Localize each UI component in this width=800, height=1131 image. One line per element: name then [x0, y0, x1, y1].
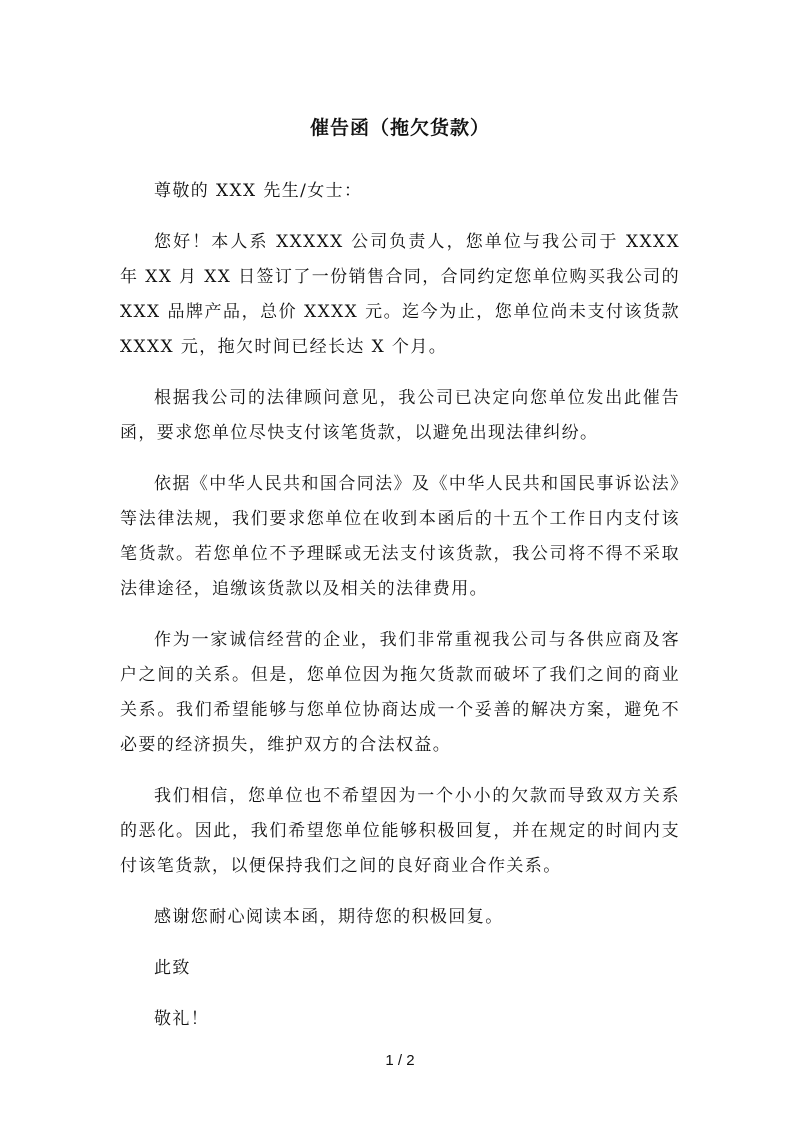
paragraph-legal-basis: 依据《中华人民共和国合同法》及《中华人民共和国民事诉讼法》等法律法规，我们要求您单位在收到本函后的十五个工作日内支付该笔货款。若您单位不予理睬或无法支付该货款，我公司将不得不采取法律途径，追缴该货款以及相关的法律费用。 — [120, 474, 680, 599]
paragraph-business-relations: 作为一家诚信经营的企业，我们非常重视我公司与各供应商及客户之间的关系。但是，您单位因为拖欠货款而破坏了我们之间的商业关系。我们希望能够与您单位协商达成一个妥善的解决方案，避免不必要的经济损失，维护双方的合法权益。 — [120, 630, 680, 755]
paragraph-thanks: 感谢您耐心阅读本函，期待您的积极回复。 — [154, 907, 504, 927]
paragraph-greeting: 您好！本人系 XXXXX 公司负责人，您单位与我公司于 XXXX 年 XX 月 XX 日签订了一份销售合同，合同约定您单位购买我公司的 XXX 品牌产品，总价 XXXX 元。迄今为止，您单位尚未支付该货款 XXXX 元，拖欠时间已经长达 X 个月。 — [120, 232, 680, 357]
paragraph-legal-advice: 根据我公司的法律顾问意见，我公司已决定向您单位发出此催告函，要求您单位尽快支付该笔货款，以避免出现法律纠纷。 — [120, 388, 680, 443]
paragraph-request: 我们相信，您单位也不希望因为一个小小的欠款而导致双方关系的恶化。因此，我们希望您单位能够积极回复，并在规定的时间内支付该笔货款，以便保持我们之间的良好商业合作关系。 — [120, 786, 680, 876]
document-title: 催告函（拖欠货款） — [309, 117, 490, 139]
salutation: 尊敬的 XXX 先生/女士： — [154, 181, 363, 201]
letter-body — [120, 174, 680, 1053]
closing-salute: 敬礼！ — [154, 1009, 210, 1029]
page-number: 1 / 2 — [385, 1052, 415, 1069]
closing-regards: 此致 — [154, 958, 191, 978]
